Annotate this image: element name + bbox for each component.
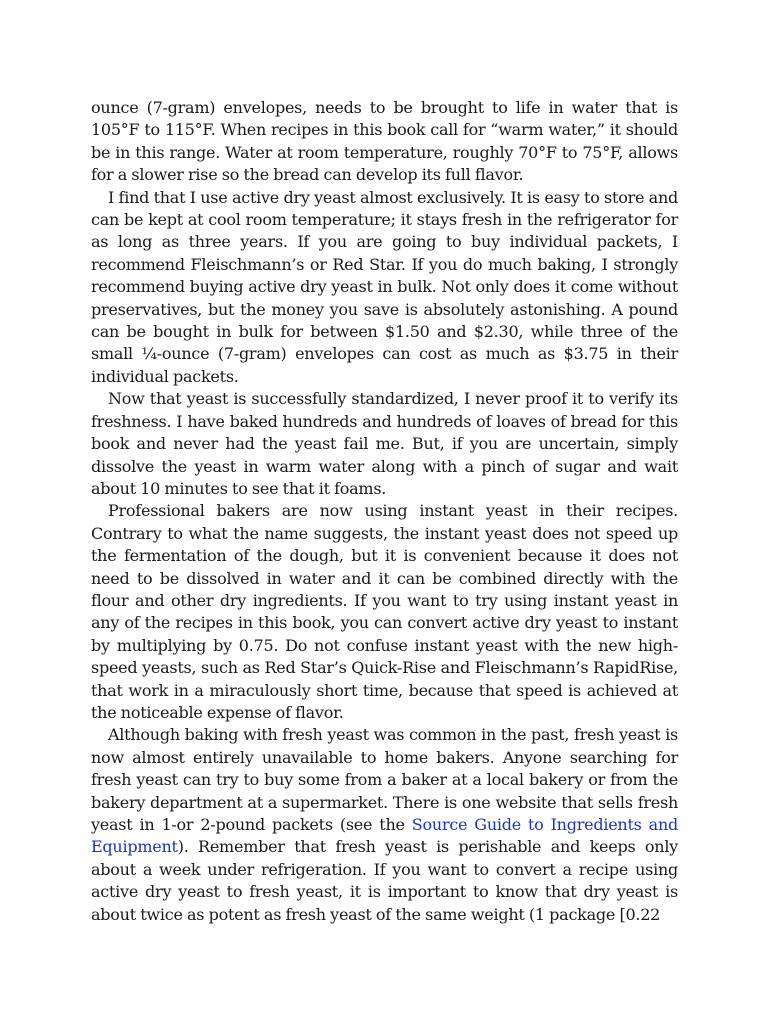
fresh-yeast-text-after-link: ). Remember that fresh yeast is perishable and keeps only about a week under refrigeration. If you want to convert a recipe using active dry yeast to fresh yeast, it is important to know that dry yeast is about twice as potent as fresh yeast of the same weight (1 package [0.22 xyxy=(91,837,678,924)
paragraph-water-temperature: ounce (7-gram) envelopes, needs to be brought to life in water that is 105°F to 115°F. When recipes in this book call for “warm water,” it should be in this range. Water at room temperature, roughly 70°F to 75°F, allows for a slower rise so the bread can develop its full flavor. xyxy=(91,98,678,185)
book-page-body xyxy=(91,97,678,926)
source-guide-link[interactable]: Source Guide to Ingredients and Equipment xyxy=(91,815,679,857)
fresh-yeast-text-before-link: Although baking with fresh yeast was common in the past, fresh yeast is now almost entirely unavailable to home bakers. Anyone searching for fresh yeast can try to buy some from a baker at a local bakery or from the bakery department at a supermarket. There is one website that sells fresh yeast in 1-or 2-pound packets (see the xyxy=(91,725,678,834)
paragraph-proofing-yeast: Now that yeast is successfully standardized, I never proof it to verify its freshness. I have baked hundreds and hundreds of loaves of bread for this book and never had the yeast fail me. But, if you are uncertain, simply dissolve the yeast in warm water along with a pinch of sugar and wait about 10 minutes to see that it foams. xyxy=(91,389,678,498)
paragraph-active-dry-yeast: I find that I use active dry yeast almost exclusively. It is easy to store and can be kept at cool room temperature; it stays fresh in the refrigerator for as long as three years. If you are going to buy individual packets, I recommend Fleischmann’s or Red Star. If you do much baking, I strongly recommend buying active dry yeast in bulk. Not only does it come without preservatives, but the money you save is absolutely astonishing. A pound can be bought in bulk for between $1.50 and $2.30, while three of the small ¼-ounce (7-gram) envelopes can cost as much as $3.75 in their individual packets. xyxy=(91,187,678,386)
paragraph-instant-yeast: Professional bakers are now using instant yeast in their recipes. Contrary to what the name suggests, the instant yeast does not speed up the fermentation of the dough, but it is convenient because it does not need to be dissolved in water and it can be combined directly with the flour and other dry ingredients. If you want to try using instant yeast in any of the recipes in this book, you can convert active dry yeast to instant by multiplying by 0.75. Do not confuse instant yeast with the new high-speed yeasts, such as Red Star’s Quick-Rise and Fleischmann’s RapidRise, that work in a miraculously short time, because that speed is achieved at the noticeable expense of flavor. xyxy=(91,501,678,722)
paragraph-fresh-yeast xyxy=(91,724,678,926)
